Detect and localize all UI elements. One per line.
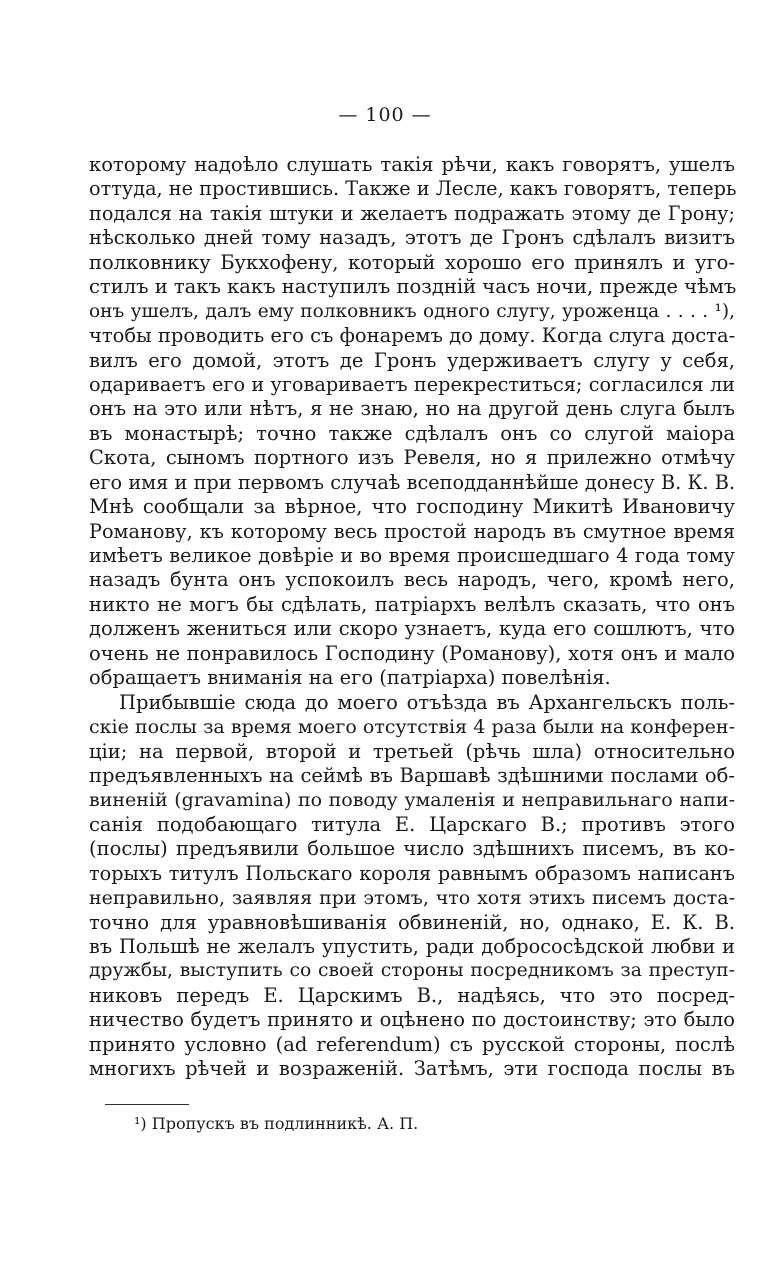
text-line: онъ на это или нѣтъ, я не знаю, но на другой день слуга былъ [89,397,735,421]
text-line: очень не понравилось Господину (Романову), хотя онъ и мало [89,641,735,665]
text-line: предъявленныхъ на сеймѣ въ Варшавѣ здѣшними послами об- [89,763,735,787]
text-line: его имя и при первомъ случаѣ всеподданнѣйше донесу В. К. В. [89,470,735,494]
text-line: чтобы проводить его съ фонаремъ до дому. Когда слуга доста- [89,324,736,348]
text-line: долженъ жениться или скоро узнаетъ, куда его сошлютъ, что [89,617,735,641]
text-line: Скота, сыномъ портного изъ Ревеля, но я прилежно отмѣчу [89,446,735,470]
text-line: ціи; на первой, второй и третьей (рѣчь шла) относительно [89,739,735,763]
footnote: ¹) Пропускъ въ подлинникѣ. А. П. [134,1114,419,1133]
text-line: въ Польшѣ не желалъ упустить, ради добрососѣдской любви и [89,935,735,958]
footnote-divider [105,1104,189,1105]
text-line: принято условно (ad referendum) съ русской стороны, послѣ [89,1032,735,1056]
page-number: — 100 — [338,104,432,126]
paragraph-start-line: Прибывшіе сюда до моего отъѣзда въ Архангельскъ поль- [119,690,735,714]
text-line: нѣсколько дней тому назадъ, этотъ де Гронъ сдѣлалъ визитъ [89,226,735,250]
text-line: ничество будетъ принято и оцѣнено по достоинству; это было [89,1008,735,1032]
text-line: (послы) предъявили большое число здѣшнихъ писемъ, въ ко- [89,837,735,861]
text-line: назадъ бунта онъ успокоилъ весь народъ, чего, кромѣ него, [89,568,735,592]
text-line: оттуда, не простившись. Также и Лесле, какъ говорятъ, теперь [89,177,737,201]
text-line: Мнѣ сообщали за вѣрное, что господину Микитѣ Ивановичу [89,495,735,519]
text-line: никто не могъ бы сдѣлать, патріархъ велѣлъ сказать, что онъ [89,592,735,616]
text-line: полковнику Букхофену, который хорошо его принялъ и уго- [89,250,735,274]
text-line: никовъ передъ Е. Царскимъ В., надѣясь, что это посред- [89,983,735,1007]
text-line: виненій (gravamina) по поводу умаленія и неправильнаго напи- [89,789,735,812]
text-line: въ монастырѣ; точно также сдѣлалъ онъ со слугой маіора [89,421,735,445]
text-line: неправильно, заявляя при этомъ, что хотя этихъ писемъ доста- [89,887,735,910]
text-line: одариваетъ его и уговариваетъ перекреститься; согласился ли [89,372,735,396]
text-line: многихъ рѣчей и возраженій. Затѣмъ, эти господа послы въ [89,1057,735,1081]
text-line: стилъ и такъ какъ наступилъ поздній часъ ночи, прежде чѣмъ [89,275,737,299]
text-line: вилъ его домой, этотъ де Гронъ удерживаетъ слугу у себя, [89,348,735,372]
text-line: торыхъ титулъ Польскаго короля равнымъ образомъ написанъ [89,861,735,885]
body-text [89,153,735,1082]
text-line: точно для уравновѣшиванія обвиненій, но, однако, Е. К. В. [89,910,735,934]
text-line: дружбы, выступить со своей стороны посредникомъ за преступ- [89,960,735,982]
text-line: санія подобающаго титула Е. Царскаго В.; противъ этого [89,812,735,836]
text-line: которому надоѣло слушать такія рѣчи, какъ говорятъ, ушелъ [89,153,735,176]
paragraph-end-line: обращаетъ вниманія на его (патріарха) повелѣнія. [89,666,611,690]
text-line: подался на такія штуки и желаетъ подражать этому де Грону; [89,201,735,225]
text-line: скіе послы за время моего отсутствія 4 раза были на конферен- [89,716,735,739]
text-line: Романову, къ которому весь простой народъ въ смутное время [89,519,735,543]
text-line: онъ ушелъ, далъ ему полковникъ одного слугу, уроженца . . . . ¹), [89,300,735,322]
text-line: имѣетъ великое довѣріе и во время происшедшаго 4 года тому [89,544,735,567]
